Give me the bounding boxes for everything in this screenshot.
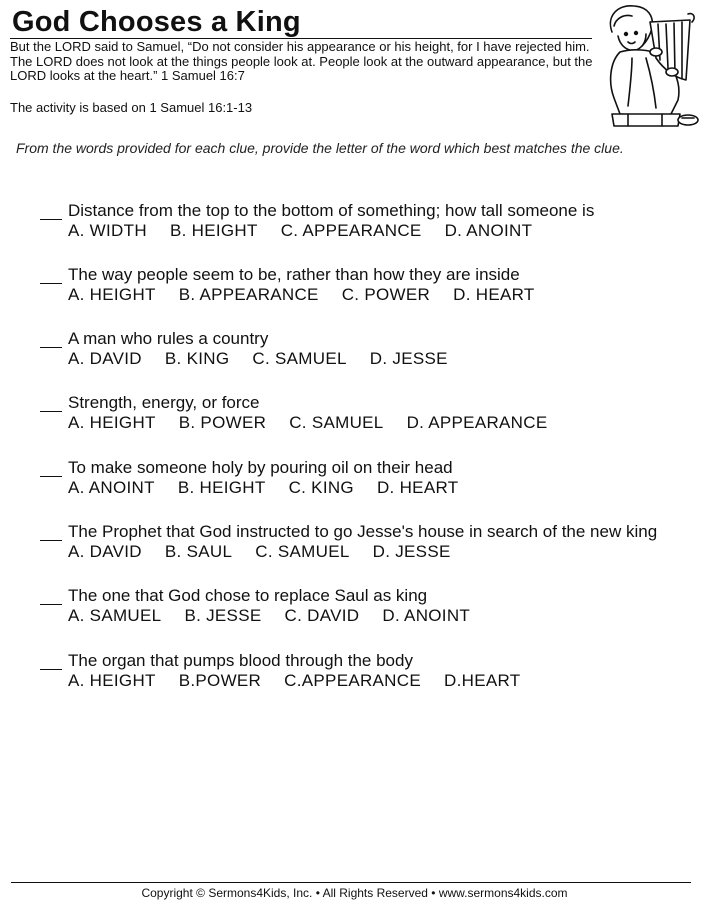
question-clue: To make someone holy by pouring oil on their head xyxy=(68,458,453,477)
option: C. SAMUEL xyxy=(252,349,347,368)
option: D. ANOINT xyxy=(382,606,471,625)
option: D. JESSE xyxy=(372,542,451,561)
option: B. HEIGHT xyxy=(177,478,266,497)
question-clue: Distance from the top to the bottom of something; how tall someone is xyxy=(68,201,595,220)
question-options xyxy=(68,349,466,369)
answer-blank[interactable] xyxy=(40,458,62,477)
option: B. SAUL xyxy=(164,542,233,561)
question-options xyxy=(68,542,469,562)
option: C. POWER xyxy=(341,285,431,304)
answer-blank[interactable] xyxy=(40,393,62,412)
option: A. HEIGHT xyxy=(68,671,156,690)
boy-with-harp-illustration xyxy=(598,2,704,130)
page-title: God Chooses a King xyxy=(12,6,301,38)
answer-blank[interactable] xyxy=(40,586,62,605)
option: D. APPEARANCE xyxy=(406,413,548,432)
footer-divider xyxy=(11,882,691,883)
question-options xyxy=(68,285,553,305)
answer-blank[interactable] xyxy=(40,329,62,348)
question-options xyxy=(68,606,488,626)
option: C. SAMUEL xyxy=(289,413,384,432)
option: C. SAMUEL xyxy=(255,542,350,561)
scripture-verse: But the LORD said to Samuel, “Do not consider his appearance or his height, for I have rejected him. The LORD does not look at the things people look at. People look at the outward appearance, but the LORD looks at the heart.” 1 Samuel 16:7 xyxy=(10,39,593,84)
question-options xyxy=(68,478,476,498)
option: B. POWER xyxy=(178,413,267,432)
question-clue: The Prophet that God instructed to go Jesse's house in search of the new king xyxy=(68,522,658,541)
option: C. KING xyxy=(288,478,354,497)
question-clue: The one that God chose to replace Saul as king xyxy=(68,586,428,605)
option: B. JESSE xyxy=(184,606,262,625)
answer-blank[interactable] xyxy=(40,265,62,284)
option: D. HEART xyxy=(376,478,459,497)
option: A. DAVID xyxy=(68,542,142,561)
answer-blank[interactable] xyxy=(40,651,62,670)
option: D.HEART xyxy=(444,671,521,690)
option: D. ANOINT xyxy=(444,221,533,240)
question-clue: A man who rules a country xyxy=(68,329,269,348)
option: A. ANOINT xyxy=(68,478,155,497)
option: A. WIDTH xyxy=(68,221,147,240)
option: A. DAVID xyxy=(68,349,142,368)
option: A. HEIGHT xyxy=(68,285,156,304)
question-clue: The organ that pumps blood through the body xyxy=(68,651,413,670)
option: D. HEART xyxy=(453,285,535,304)
answer-blank[interactable] xyxy=(40,201,62,220)
question-options xyxy=(68,221,550,241)
question-options xyxy=(68,671,538,691)
option: D. JESSE xyxy=(369,349,448,368)
option: A. SAMUEL xyxy=(68,606,162,625)
option: A. HEIGHT xyxy=(68,413,156,432)
answer-blank[interactable] xyxy=(40,522,62,541)
option: C.APPEARANCE xyxy=(284,671,421,690)
option: B. APPEARANCE xyxy=(178,285,319,304)
question-clue: Strength, energy, or force xyxy=(68,393,260,412)
option: C. APPEARANCE xyxy=(280,221,422,240)
copyright-footer: Copyright © Sermons4Kids, Inc. • All Rights Reserved • www.sermons4kids.com xyxy=(141,886,568,900)
option: B. KING xyxy=(164,349,230,368)
question-options xyxy=(68,413,565,433)
question-clue: The way people seem to be, rather than how they are inside xyxy=(68,265,520,284)
activity-basis: The activity is based on 1 Samuel 16:1-13 xyxy=(10,100,253,115)
instructions: From the words provided for each clue, provide the letter of the word which best matches the clue. xyxy=(16,140,624,156)
option: C. DAVID xyxy=(284,606,360,625)
option: B.POWER xyxy=(178,671,262,690)
option: B. HEIGHT xyxy=(169,221,258,240)
